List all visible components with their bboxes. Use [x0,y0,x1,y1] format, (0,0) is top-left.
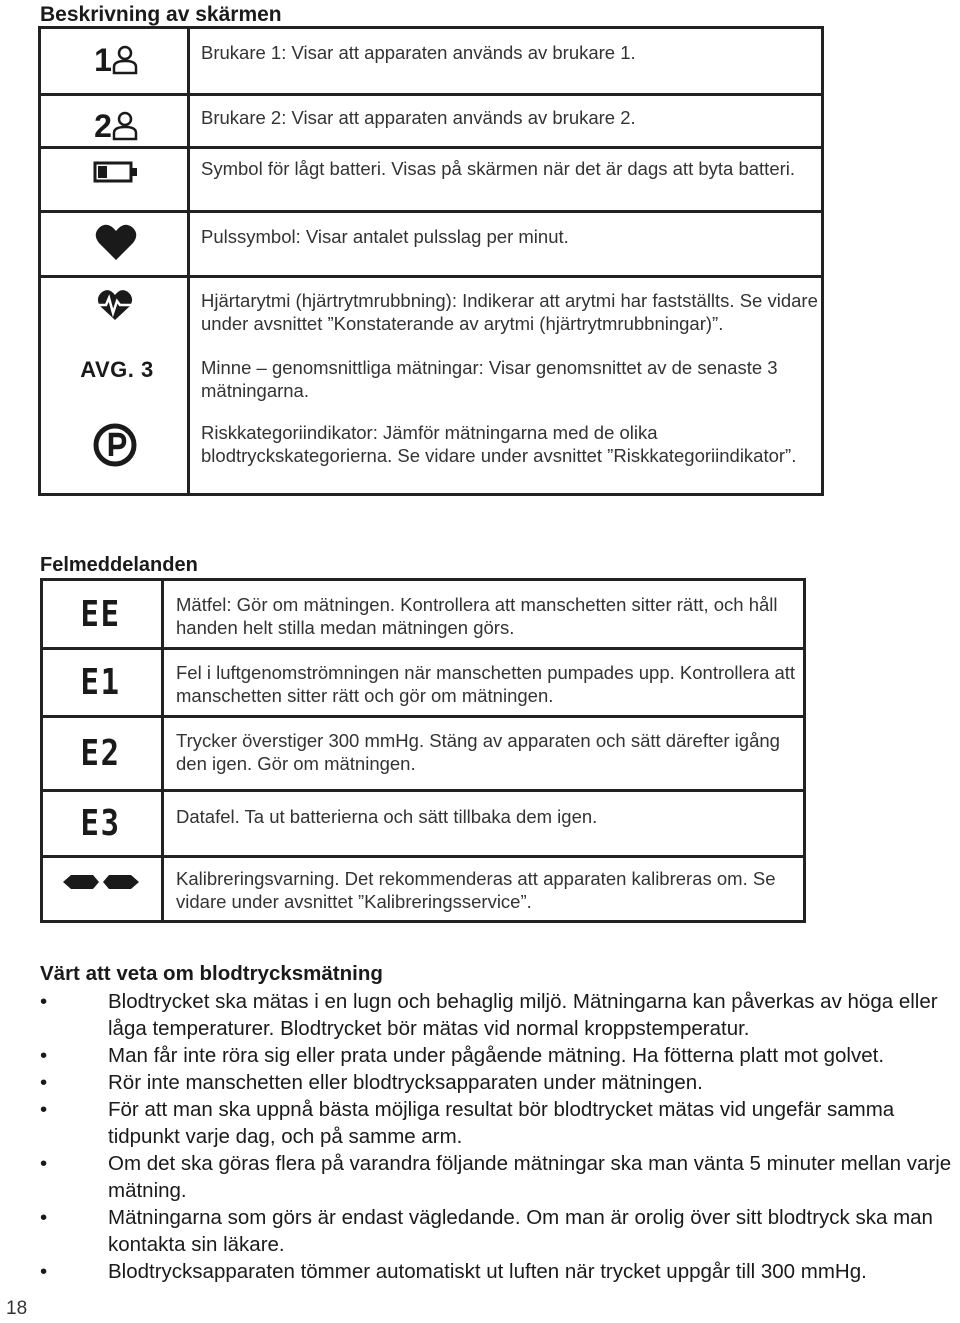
error-row-text: Fel i luftgenomströmningen när manschetten pumpades upp. Kontrollera att manschetten sitter rätt och gör om mätningen. [176,662,796,706]
page-number: 18 [6,1298,28,1319]
error-code-ee: EE [80,593,122,635]
list-item: • Man får inte röra sig eller prata under pågående mätning. Ha fötterna platt mot golvet. [40,1042,955,1069]
section-heading-tips: Värt att veta om blodtrycksmätning [40,962,383,985]
user-2-icon: 2 [81,103,151,149]
heart-icon [93,219,139,265]
avg-label: AVG. 3 [80,357,154,382]
error-row-text: Datafel. Ta ut batterierna och sätt tillbaka dem igen. [176,806,598,827]
screen-description-table [38,26,824,496]
list-item: • Blodtrycket ska mätas i en lugn och behaglig miljö. Mätningarna kan påverkas av höga eller låga temperaturer. Blodtrycket bör mätas vid normal kroppstemperatur. [40,988,955,1042]
list-item: • Rör inte manschetten eller blodtrycksapparaten under mätningen. [40,1069,955,1096]
list-item: • Mätningarna som görs är endast vägledande. Om man är orolig över sitt blodtryck ska man kontakta sin läkare. [40,1204,955,1258]
list-item: • Blodtrycksapparaten tömmer automatiskt ut luften när trycket uppgår till 300 mmHg. [40,1258,955,1285]
screen-row-text: Minne – genomsnittliga mätningar: Visar genomsnittet av de senaste 3 mätningarna. [201,357,778,401]
section-heading-errors: Felmeddelanden [40,554,198,576]
screen-row-text: Hjärtarytmi (hjärtrytmrubbning): Indikerar att arytmi har fastställts. Se vidare under avsnittet ”Konstaterande av arytmi (hjärtrytmrubbningar)”. [201,290,818,334]
screen-row-text: Brukare 2: Visar att apparaten används av brukare 2. [201,107,636,128]
error-code-e3: E3 [80,802,122,844]
section-heading-screen: Beskrivning av skärmen [40,3,282,26]
risk-category-icon [91,421,139,469]
tips-list [40,988,955,1285]
error-row-text: Mätfel: Gör om mätningen. Kontrollera att manschetten sitter rätt, och håll handen helt stilla medan mätningen görs. [176,594,778,638]
calibration-icon [59,869,143,895]
error-code-e2: E2 [80,732,122,774]
low-battery-icon [91,155,141,189]
list-item: • Om det ska göras flera på varandra följande mätningar ska man vänta 5 minuter mellan varje mätning. [40,1150,955,1204]
error-row-text: Kalibreringsvarning. Det rekommenderas att apparaten kalibreras om. Se vidare under avsnittet ”Kalibreringsservice”. [176,868,776,912]
list-item: • För att man ska uppnå bästa möjliga resultat bör blodtrycket mätas vid ungefär samma tidpunkt varje dag, och på samme arm. [40,1096,955,1150]
screen-row-text: Riskkategoriindikator: Jämför mätningarna med de olika blodtryckskategorierna. Se vidare under avsnittet ”Riskkategoriindikator”. [201,422,797,466]
screen-row-text: Pulssymbol: Visar antalet pulsslag per minut. [201,226,569,247]
screen-row-text: Brukare 1: Visar att apparaten används av brukare 1. [201,42,636,63]
error-messages-table [40,578,806,923]
error-row-text: Trycker överstiger 300 mmHg. Stäng av apparaten och sätt därefter igång den igen. Gör om mätningen. [176,730,780,774]
screen-row-text: Symbol för lågt batteri. Visas på skärmen när det är dags att byta batteri. [201,158,796,179]
arrhythmia-heart-icon [95,285,135,325]
error-code-e1: E1 [80,661,122,703]
user-1-icon: 1 [81,37,151,83]
